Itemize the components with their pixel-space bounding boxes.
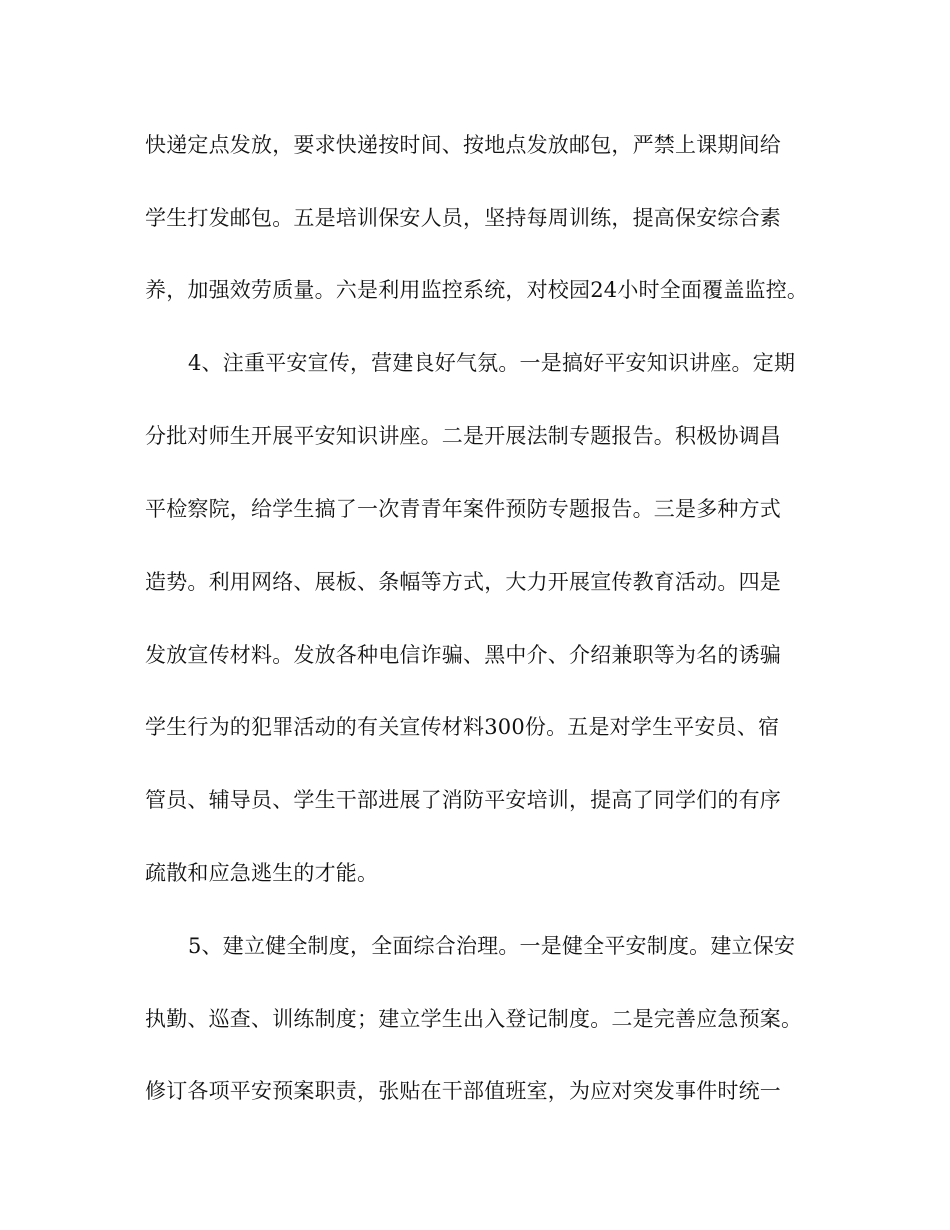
text-line-13: 执勤、巡查、训练制度；建立学生出入登记制度。二是完善应急预案。 <box>145 1007 803 1031</box>
text-line-5: 分批对师生开展平安知识讲座。二是开展法制专题报告。积极协调昌 <box>145 424 781 448</box>
text-line-1: 快递定点发放，要求快递按时间、按地点发放邮包，严禁上课期间给 <box>145 133 781 157</box>
text-line-14: 修订各项平安预案职责，张贴在干部值班室，为应对突发事件时统一 <box>145 1079 781 1103</box>
text-line-9: 学生行为的犯罪活动的有关宣传材料300份。五是对学生平安员、宿 <box>145 715 780 739</box>
text-line-2: 学生打发邮包。五是培训保安人员，坚持每周训练，提高保安综合素 <box>145 206 781 230</box>
text-line-11: 疏散和应急逃生的才能。 <box>145 861 379 885</box>
text-line-6: 平检察院，给学生搞了一次青青年案件预防专题报告。三是多种方式 <box>145 497 781 521</box>
paragraph-4-heading-line: 4、注重平安宣传，营建良好气氛。一是搞好平安知识讲座。定期 <box>188 351 796 375</box>
text-line-7: 造势。利用网络、展板、条幅等方式，大力开展宣传教育活动。四是 <box>145 570 781 594</box>
text-line-10: 管员、辅导员、学生干部进展了消防平安培训，提高了同学们的有序 <box>145 788 781 812</box>
text-line-8: 发放宣传材料。发放各种电信诈骗、黑中介、介绍兼职等为名的诱骗 <box>145 643 781 667</box>
paragraph-5-heading-line: 5、建立健全制度，全面综合治理。一是健全平安制度。建立保安 <box>188 934 796 958</box>
text-line-3: 养，加强效劳质量。六是利用监控系统，对校园24小时全面覆盖监控。 <box>145 278 809 302</box>
